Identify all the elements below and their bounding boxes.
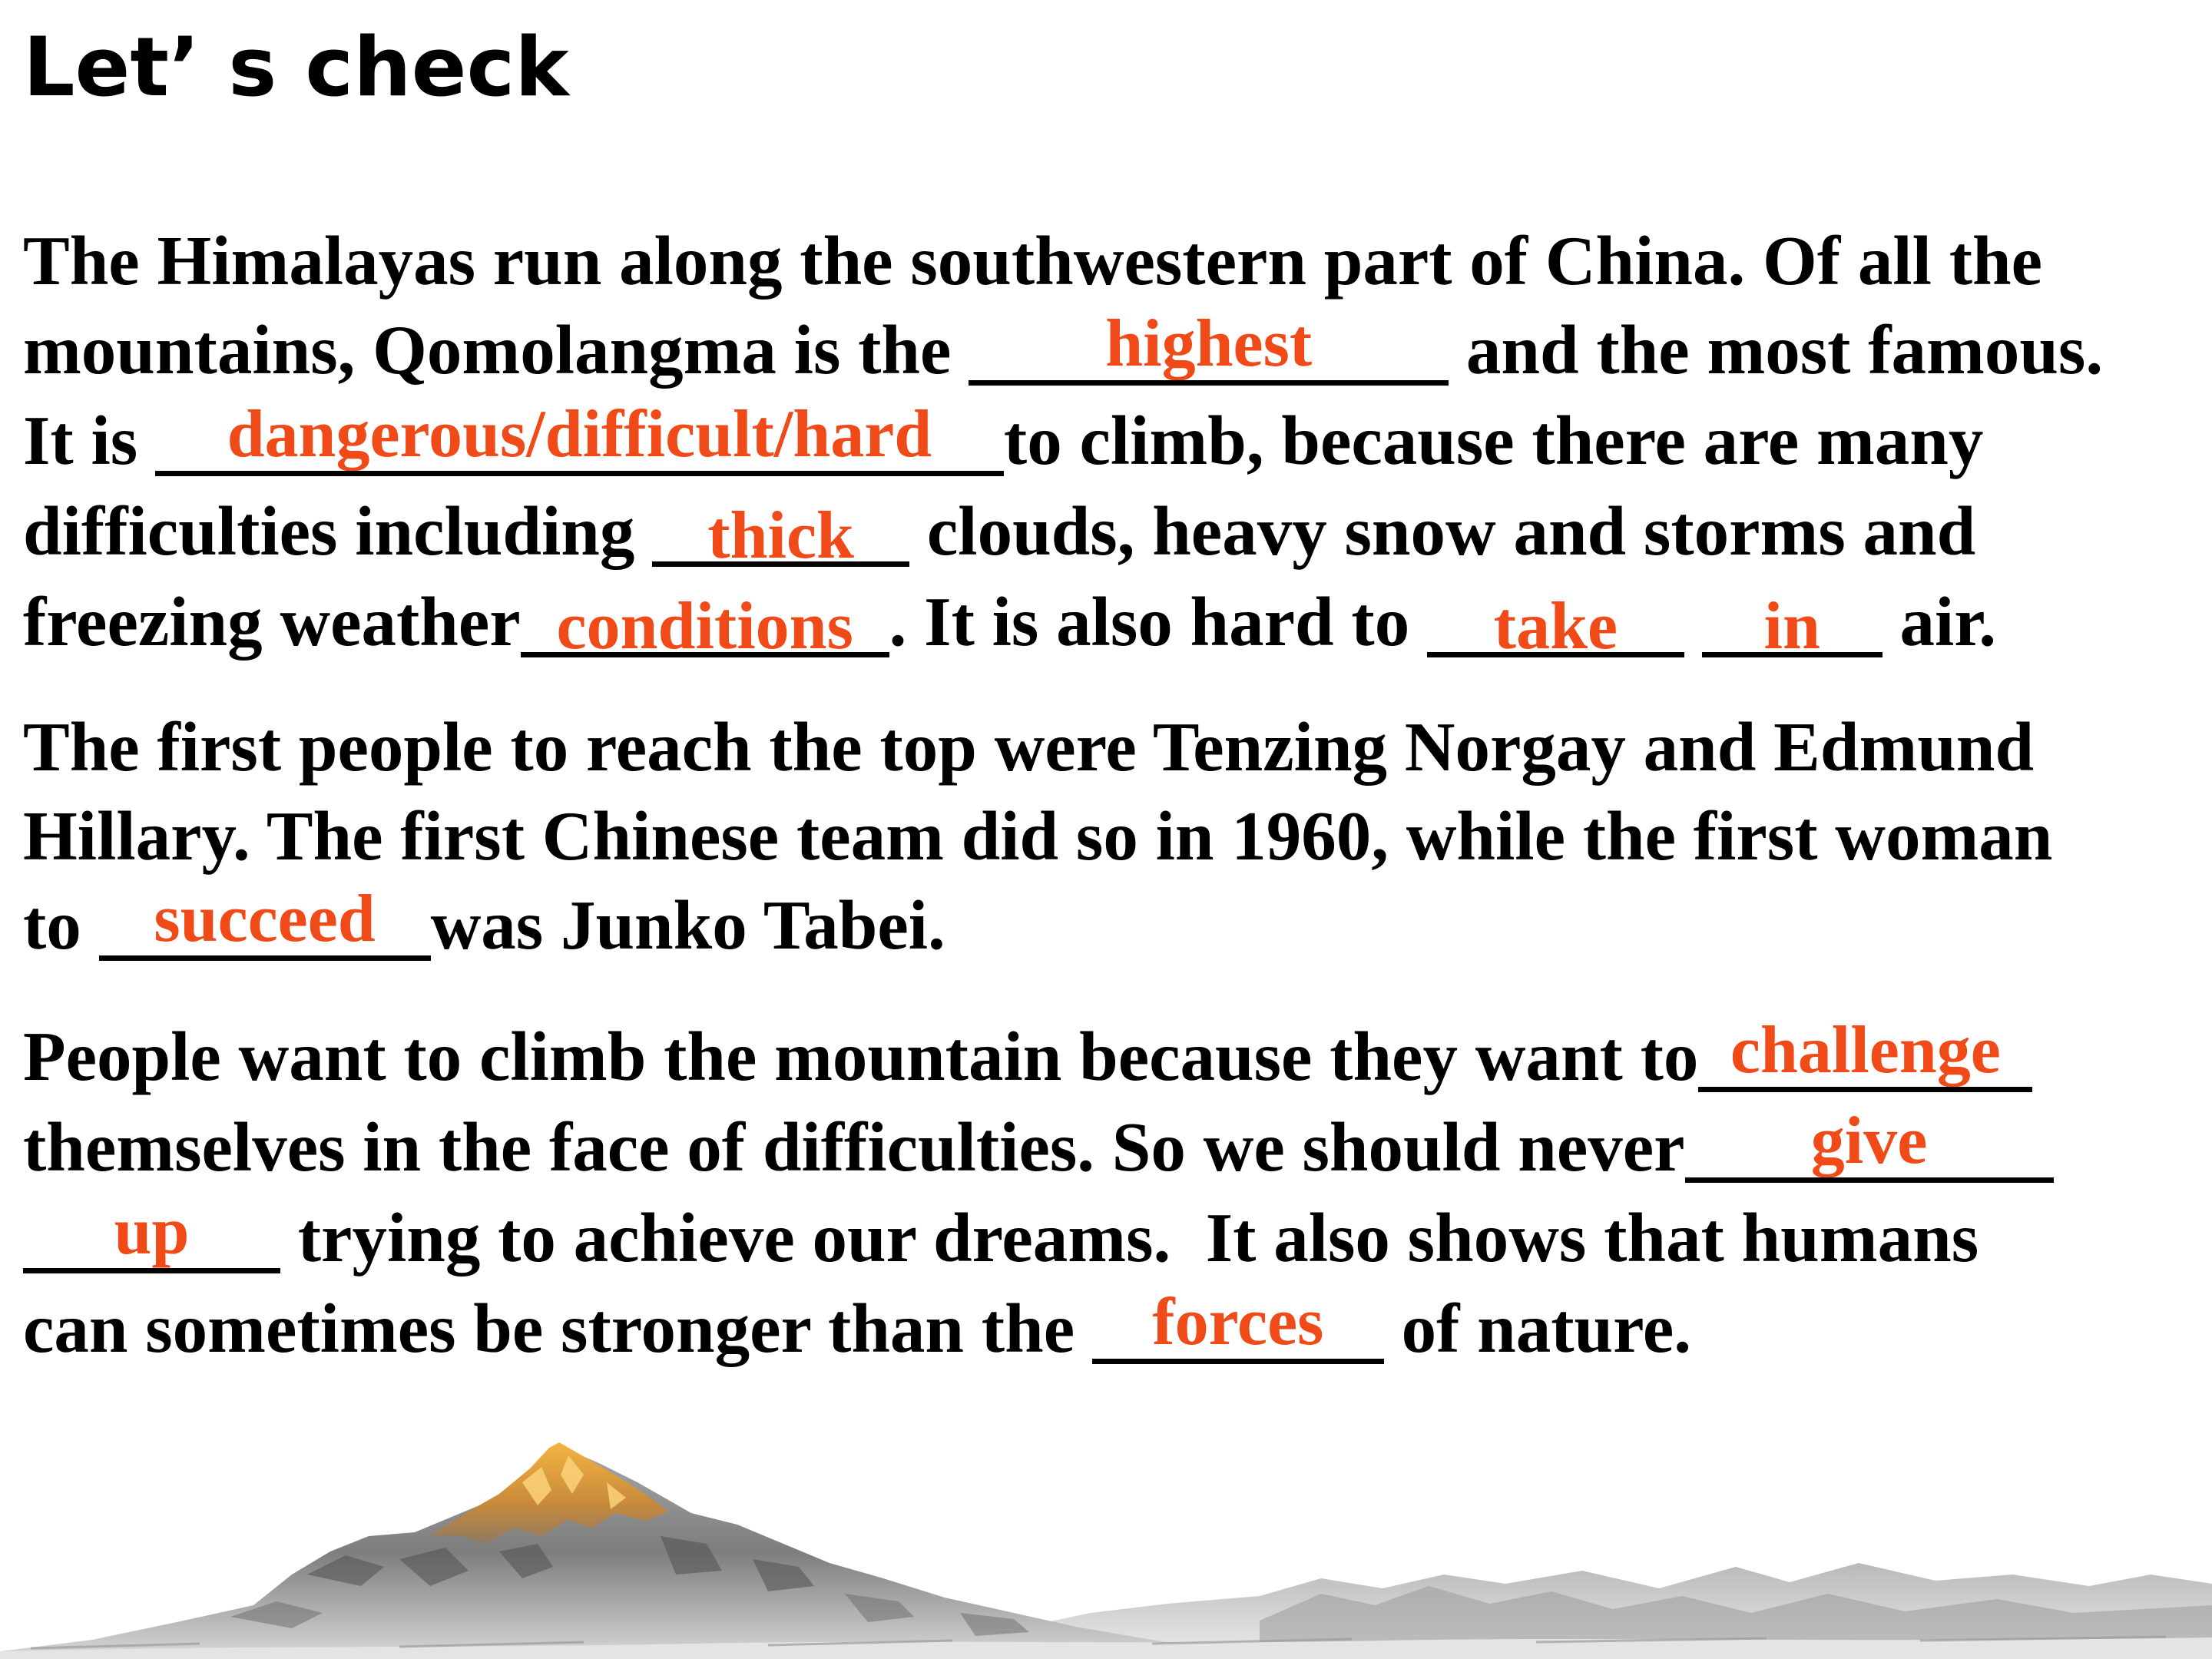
paragraph-first-climbers [23, 703, 2197, 972]
answer-forces: forces [1152, 1285, 1324, 1359]
blank-in[interactable] [1702, 578, 1883, 668]
slide-title: Let’ s check [23, 20, 569, 114]
text: air. [1882, 583, 1997, 661]
text: to climb, because there are many [1003, 402, 1984, 479]
answer-dangerous: dangerous/difficult/hard [227, 397, 932, 472]
blank-forces[interactable] [1092, 1284, 1384, 1375]
blank-conditions[interactable] [521, 578, 889, 668]
text: People want to climb the mountain because they want to [23, 1018, 1699, 1095]
answer-succeed: succeed [154, 882, 376, 956]
text: of nature. [1383, 1290, 1692, 1367]
answer-highest: highest [1105, 306, 1313, 381]
blank-give[interactable] [1685, 1103, 2054, 1194]
text-line [23, 1194, 2197, 1284]
text-line [23, 578, 2197, 668]
text-line [23, 487, 2197, 578]
answer-give: give [1810, 1104, 1928, 1178]
blank-dangerous[interactable] [155, 396, 1004, 487]
text-line [23, 217, 2197, 306]
blank-thick[interactable] [652, 487, 909, 578]
mountain-range-illustration [0, 1421, 2212, 1659]
text: The first people to reach the top were Tenzing Norgay and Edmund [23, 708, 2035, 786]
text: and the most famous. [1449, 311, 2104, 389]
paragraph-himalayas [23, 217, 2197, 668]
text: trying to achieve our dreams. It also shows that humans [280, 1199, 1979, 1277]
text-line [23, 792, 2197, 881]
answer-challenge: challenge [1730, 1013, 2001, 1088]
blank-challenge[interactable] [1698, 1012, 2032, 1103]
text: mountains, Qomolangma is the [23, 311, 969, 389]
text-line [23, 1103, 2197, 1194]
answer-in: in [1763, 589, 1820, 664]
text: freezing weather [23, 583, 521, 661]
text: Hillary. The first Chinese team did so in 1960, while the first woman [23, 797, 2053, 875]
text: It is [23, 402, 155, 479]
text: was Junko Tabei. [430, 886, 945, 964]
answer-thick: thick [707, 498, 854, 573]
text: to [23, 886, 99, 964]
paragraph-why-climb [23, 1012, 2197, 1375]
text: difficulties including [23, 492, 653, 570]
blank-take[interactable] [1427, 578, 1684, 668]
text-line [23, 1012, 2197, 1103]
blank-succeed[interactable] [99, 881, 431, 972]
text-line [23, 1284, 2197, 1375]
text-line [23, 306, 2197, 396]
blank-highest[interactable] [969, 306, 1449, 396]
text: The Himalayas run along the southwestern part of China. Of all the [23, 222, 2043, 300]
text: . It is also hard to [889, 583, 1427, 661]
text: clouds, heavy snow and storms and [909, 492, 1976, 570]
text: themselves in the face of difficulties. So we should never [23, 1108, 1685, 1186]
text-line [23, 396, 2197, 487]
text-line [23, 881, 2197, 972]
answer-take: take [1493, 589, 1618, 664]
answer-up: up [114, 1194, 190, 1269]
text-line [23, 703, 2197, 792]
answer-conditions: conditions [556, 589, 853, 664]
text: can sometimes be stronger than the [23, 1290, 1092, 1367]
blank-up[interactable] [23, 1194, 280, 1284]
